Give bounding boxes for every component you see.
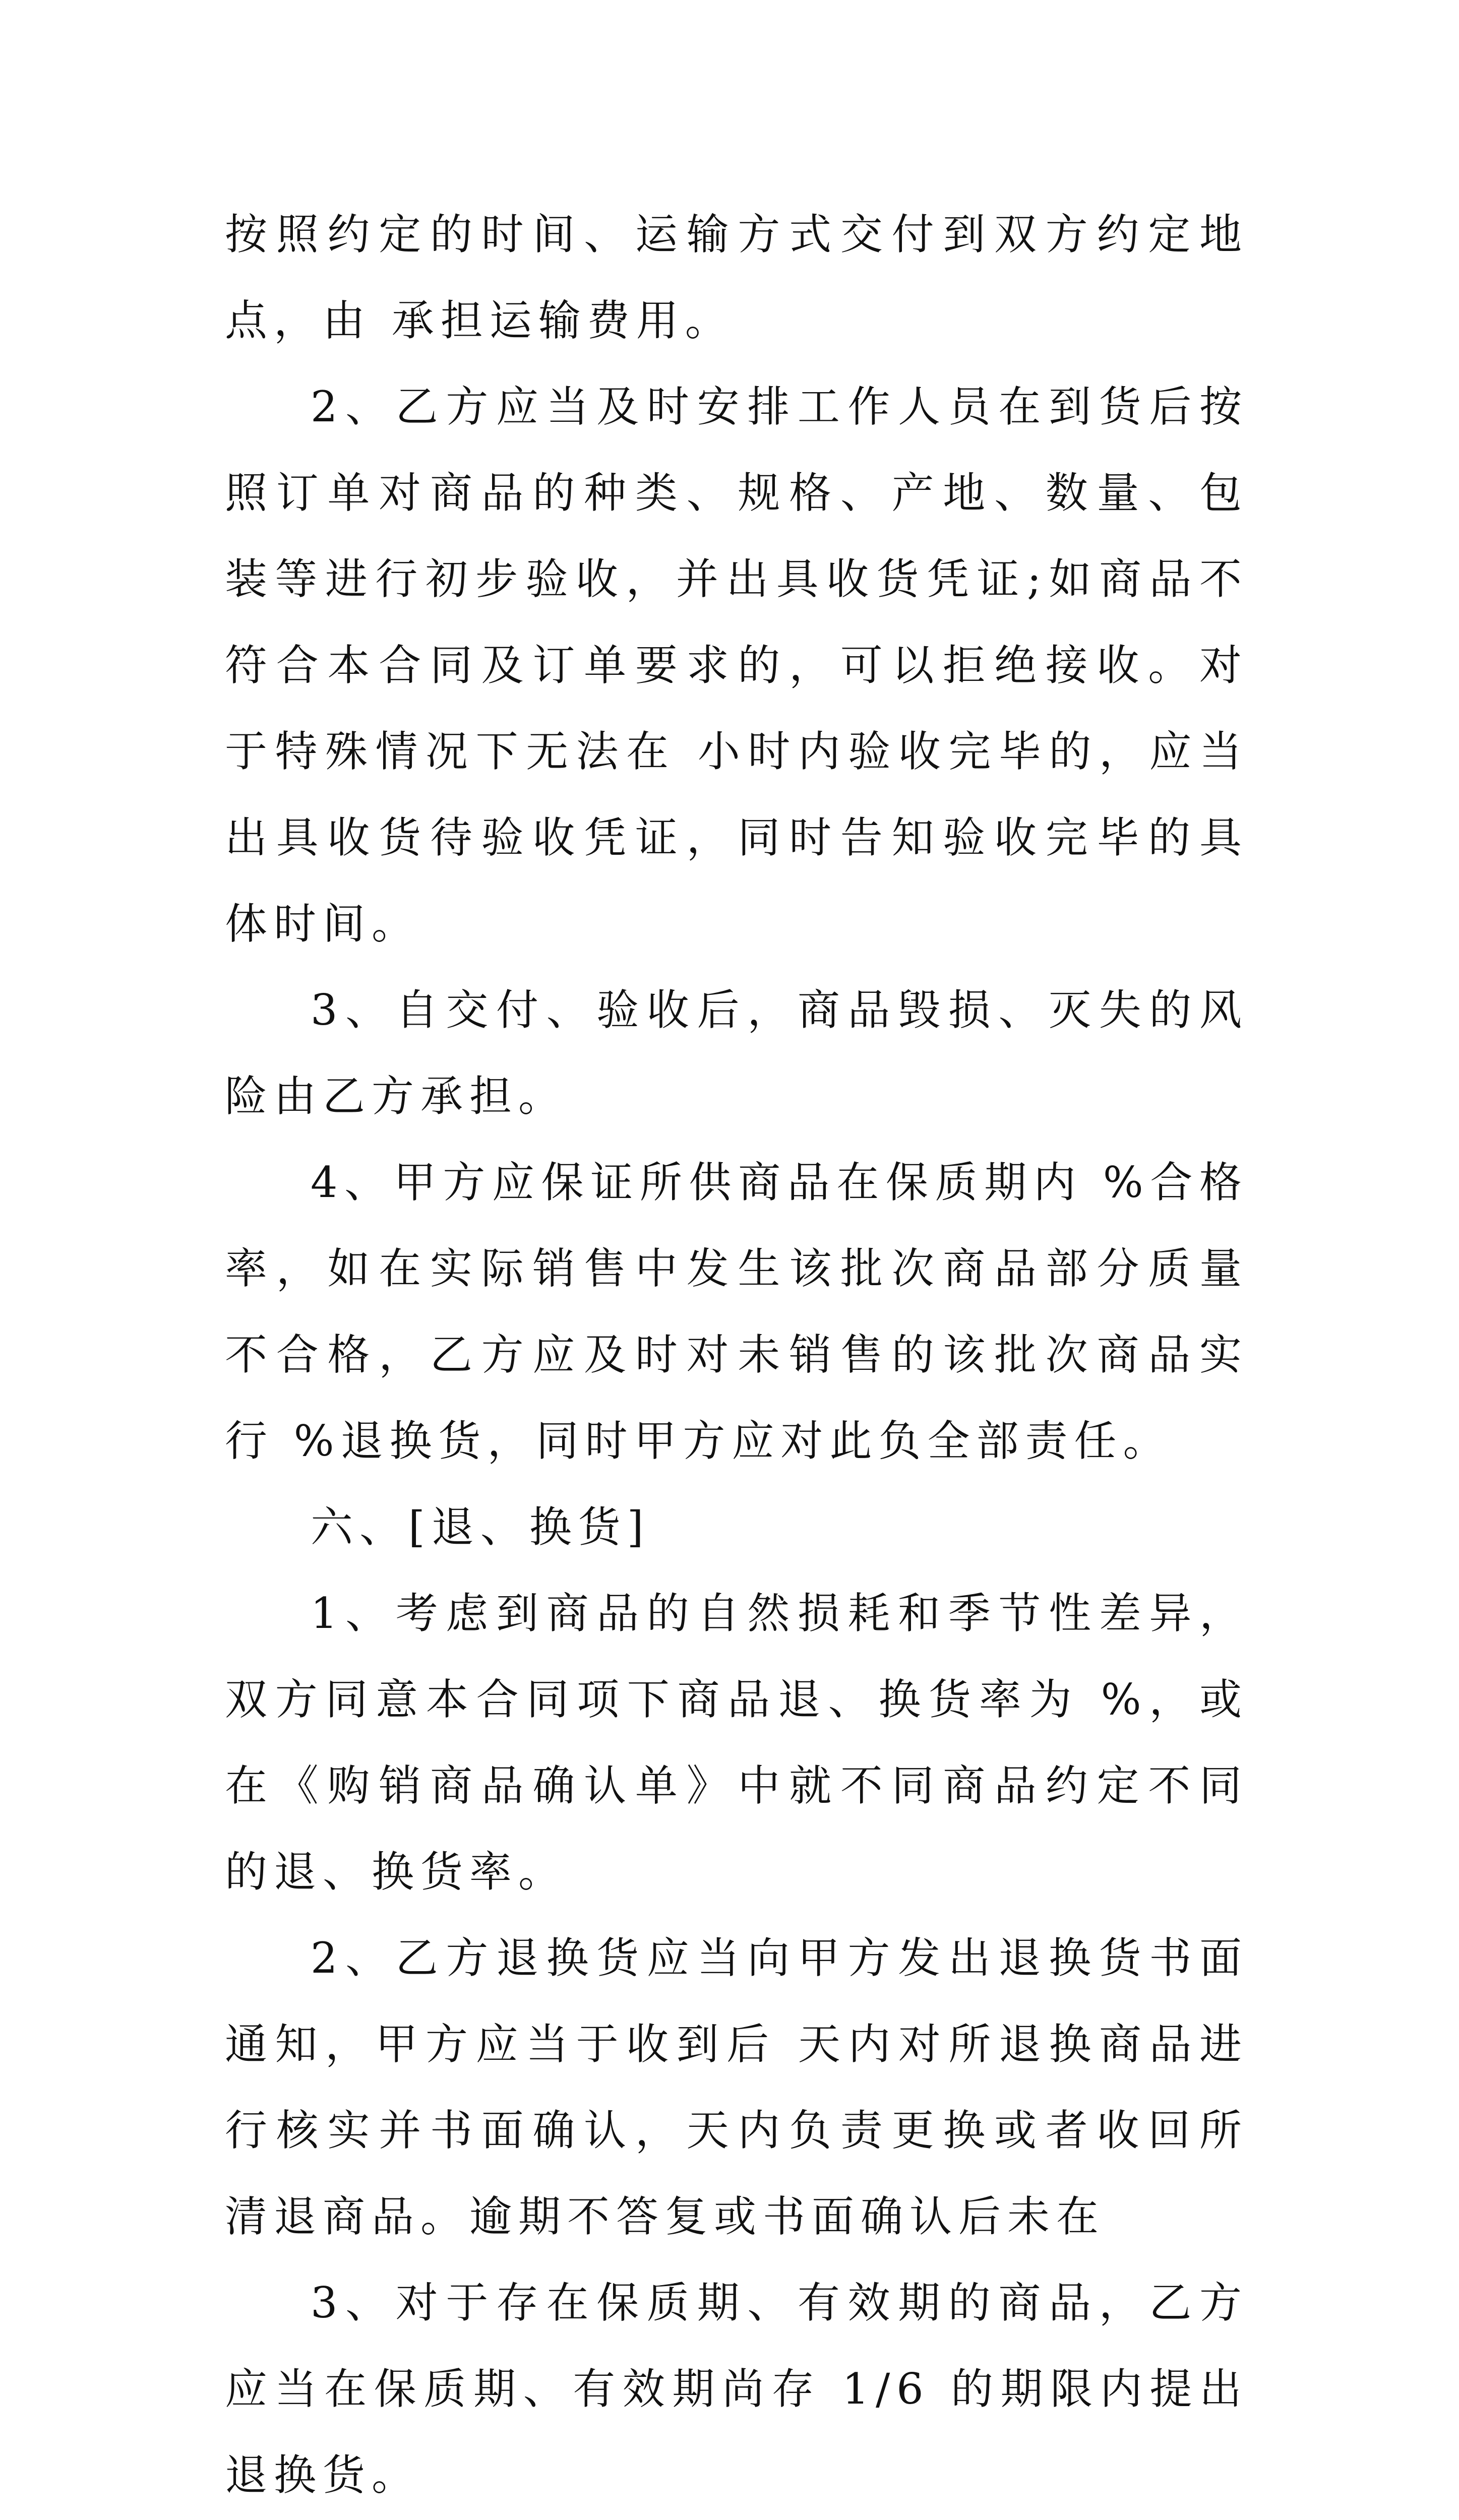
paragraph-returns-clause-2: 2、乙方退换货应当向甲方发出退换货书面通知，甲方应当于收到后 天内对所退换商品进行核实并书面确认，天内负责更换或者收回所清退商品。逾期不答复或书面确认后未在 <box>225 1933 1248 2241</box>
paragraph-clause-4-quality: 4、甲方应保证所供商品在保质期内 %合格率，如在实际销售中发生该批次商品部分质量不合格，乙方应及时对未销售的该批次商品实行 %退换货，同时甲方应对此负全部责任。 <box>225 1158 1248 1466</box>
section-heading-returns: 六、[退、换货] <box>311 1502 650 1552</box>
paragraph-returns-clause-3: 3、对于存在保质期、有效期的商品，乙方应当在保质期、有效期尚存 1/6 的期限内提出退换货。 <box>225 2278 1248 2500</box>
paragraph-returns-clause-1: 1、考虑到商品的自然损耗和季节性差异，双方同意本合同项下商品退、换货率为 %，或在《购销商品确认单》中就不同商品约定不同的退、换货率。 <box>225 1589 1248 1897</box>
paragraph-clause-3-risk: 3、自交付、验收后，商品毁损、灭失的风险由乙方承担。 <box>225 985 1248 1121</box>
paragraph-returns-clause-4 <box>225 2518 1248 2520</box>
paragraph-clause-2-inspection: 2、乙方应当及时安排工作人员在到货后按照订单对商品的种类、规格、产地、数量、包装等进行初步验收，并出具收货凭证;如商品不符合本合同及订单要求的，可以拒绝接收。对于特殊情况下无法在 小时内验收完毕的，应当出具收货待验收凭证，同时告知验收完毕的具体时间。 <box>225 382 1248 949</box>
paragraph-delivery-continued: 按照约定的时间、运输方式交付到双方约定地点，由 承担运输费用。 <box>225 210 1248 345</box>
document-body <box>225 192 1248 2520</box>
